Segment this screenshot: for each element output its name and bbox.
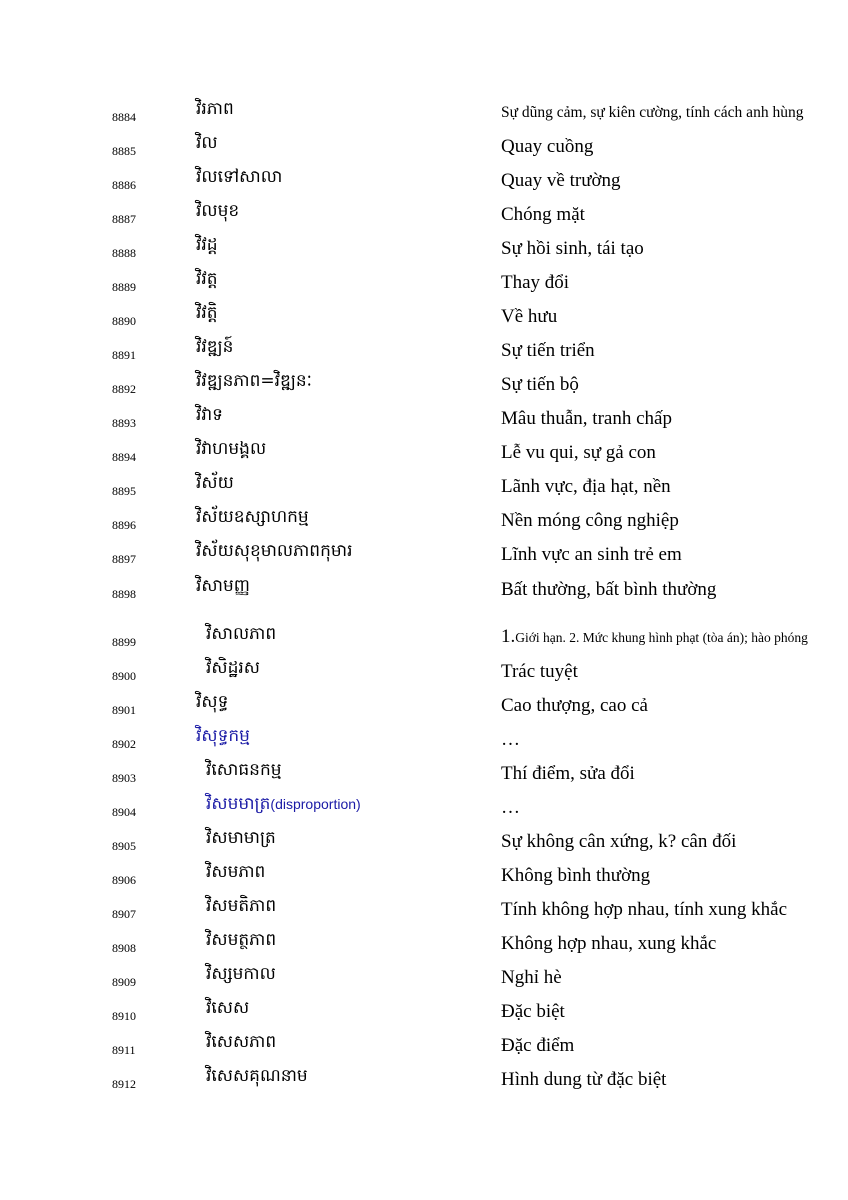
khmer-term: វិសមតិភាព	[206, 896, 277, 916]
entry-number: 8898	[112, 587, 136, 601]
entry-row	[0, 857, 848, 889]
khmer-term: វិសាលភាព	[206, 624, 277, 644]
khmer-term	[206, 793, 361, 815]
vietnamese-meaning: Quay về trường	[501, 170, 621, 191]
entry-number: 8910	[112, 1009, 136, 1023]
entry-number: 8900	[112, 669, 136, 683]
khmer-term: វិសេសគុណនាម	[206, 1066, 308, 1086]
entry-row	[0, 366, 848, 398]
entry-row	[0, 721, 848, 753]
khmer-term: វិសុទ្ធកម្ម	[196, 726, 250, 746]
entry-row	[0, 264, 848, 296]
meaning-lead: 1.	[501, 626, 516, 647]
entry-row	[0, 993, 848, 1025]
vietnamese-meaning: Không bình thường	[501, 865, 651, 886]
vietnamese-meaning: Trác tuyệt	[501, 661, 578, 682]
khmer-term: វិសមភាព	[206, 862, 266, 882]
entry-number: 8907	[112, 907, 136, 921]
entry-row	[0, 468, 848, 500]
entry-number: 8893	[112, 416, 136, 430]
entry-row	[0, 1027, 848, 1059]
vietnamese-meaning: Cao thượng, cao cả	[501, 695, 648, 716]
vietnamese-meaning	[501, 626, 848, 649]
khmer-term: វិសេស	[206, 998, 250, 1018]
khmer-term: វិវដ្ត	[196, 235, 218, 255]
vietnamese-meaning: Lãnh vực, địa hạt, nền	[501, 476, 671, 497]
vietnamese-meaning: Chóng mặt	[501, 204, 585, 225]
vietnamese-meaning: Mâu thuẫn, tranh chấp	[501, 408, 672, 429]
khmer-term: វិសោធនកម្ម	[206, 760, 282, 780]
entry-row	[0, 653, 848, 685]
entry-row	[0, 789, 848, 821]
vietnamese-meaning: Hình dung từ đặc biệt	[501, 1069, 667, 1090]
vietnamese-meaning: Sự hồi sinh, tái tạo	[501, 238, 644, 259]
khmer-term: វិសមាមាត្រ	[206, 828, 276, 848]
entry-number: 8912	[112, 1077, 136, 1091]
khmer-term: វិស័យឧស្សាហកម្ម	[196, 507, 309, 527]
vietnamese-meaning: Tính không hợp nhau, tính xung khắc	[501, 899, 788, 920]
entry-row	[0, 128, 848, 160]
entry-row	[0, 959, 848, 991]
entry-row	[0, 400, 848, 432]
vietnamese-meaning: …	[501, 729, 520, 750]
vietnamese-meaning: Sự dũng cảm, sự kiên cường, tính cách anh hùng	[501, 104, 804, 121]
entry-number: 8906	[112, 873, 136, 887]
vietnamese-meaning: Nghỉ hè	[501, 967, 562, 988]
entry-row	[0, 162, 848, 194]
entry-number: 8884	[112, 110, 136, 124]
entry-number: 8886	[112, 178, 136, 192]
entry-number: 8903	[112, 771, 136, 785]
khmer-term: វិសេសភាព	[206, 1032, 277, 1052]
english-gloss: (disproportion)	[270, 796, 361, 812]
entry-number: 8904	[112, 805, 136, 819]
vietnamese-meaning: Về hưu	[501, 306, 558, 327]
entry-row	[0, 536, 848, 568]
vietnamese-meaning: …	[501, 797, 520, 818]
entry-number: 8911	[112, 1043, 136, 1057]
entry-row	[0, 94, 848, 126]
vietnamese-meaning: Đặc điểm	[501, 1035, 575, 1056]
vietnamese-meaning: Thí điểm, sửa đổi	[501, 763, 635, 784]
entry-number: 8896	[112, 518, 136, 532]
entry-row	[0, 571, 848, 603]
vietnamese-meaning: Thay đổi	[501, 272, 570, 293]
entry-number: 8902	[112, 737, 136, 751]
entry-number: 8888	[112, 246, 136, 260]
entry-row	[0, 619, 848, 651]
entry-number: 8897	[112, 552, 136, 566]
entry-row	[0, 1061, 848, 1093]
entry-number: 8889	[112, 280, 136, 294]
vietnamese-meaning: Nền móng công nghiệp	[501, 510, 679, 531]
khmer-term: វិសាមញ្ញ	[196, 576, 250, 596]
vietnamese-meaning: Lĩnh vực an sinh trẻ em	[501, 544, 682, 565]
entry-row	[0, 230, 848, 262]
khmer-term: វិវាទ	[196, 405, 223, 425]
entry-row	[0, 925, 848, 957]
entry-number: 8895	[112, 484, 136, 498]
khmer-term: វិរភាព	[196, 99, 234, 119]
khmer-term: វិល	[196, 133, 218, 153]
entry-row	[0, 332, 848, 364]
vietnamese-meaning: Lễ vu qui, sự gả con	[501, 442, 656, 463]
entry-row	[0, 755, 848, 787]
entry-row	[0, 196, 848, 228]
khmer-term: វិស្សមកាល	[206, 964, 276, 984]
khmer-term: វិវាហមង្គល	[196, 439, 267, 459]
khmer-term: វិសុទ្ធ	[196, 692, 229, 712]
entry-number: 8885	[112, 144, 136, 158]
entry-number: 8905	[112, 839, 136, 853]
vietnamese-meaning: Sự tiến triển	[501, 340, 595, 361]
entry-number: 8891	[112, 348, 136, 362]
entry-number: 8887	[112, 212, 136, 226]
khmer-term: វិលទៅសាលា	[196, 167, 283, 187]
khmer-term: វិវឌ្ឍនភាព=វិឌ្ឍនៈ	[196, 371, 312, 391]
khmer-term: វិវឌ្ឍន៍	[196, 337, 234, 357]
khmer-term: វិស័យសុខុមាលភាពកុមារ	[196, 541, 353, 561]
khmer-term-text: វិសមមាត្រ	[206, 794, 271, 814]
entry-row	[0, 687, 848, 719]
vietnamese-meaning: Sự tiến bộ	[501, 374, 579, 395]
khmer-term: វិលមុខ	[196, 201, 240, 221]
vietnamese-meaning: Bất thường, bất bình thường	[501, 579, 717, 600]
entry-number: 8909	[112, 975, 136, 989]
entry-number: 8890	[112, 314, 136, 328]
entry-row	[0, 298, 848, 330]
vietnamese-meaning: Sự không cân xứng, k? cân đối	[501, 831, 737, 852]
vietnamese-meaning: Quay cuồng	[501, 136, 594, 157]
entry-number: 8908	[112, 941, 136, 955]
vietnamese-meaning: Đặc biệt	[501, 1001, 565, 1022]
entry-number: 8901	[112, 703, 136, 717]
khmer-term: វិស័យ	[196, 473, 234, 493]
khmer-term: វិសិដ្ឋរស	[206, 658, 260, 678]
khmer-term: វិវត្ត	[196, 269, 218, 289]
meaning-text: Giới hạn. 2. Mức khung hình phạt (tòa án); hào phóng	[515, 630, 808, 645]
entry-row	[0, 434, 848, 466]
vietnamese-meaning: Không hợp nhau, xung khắc	[501, 933, 717, 954]
entry-row	[0, 502, 848, 534]
entry-number: 8899	[112, 635, 136, 649]
entry-number: 8894	[112, 450, 136, 464]
entry-row	[0, 891, 848, 923]
entry-number: 8892	[112, 382, 136, 396]
entry-row	[0, 823, 848, 855]
khmer-term: វិសមត្ថភាព	[206, 930, 277, 950]
khmer-term: វិវត្តិ	[196, 303, 218, 323]
